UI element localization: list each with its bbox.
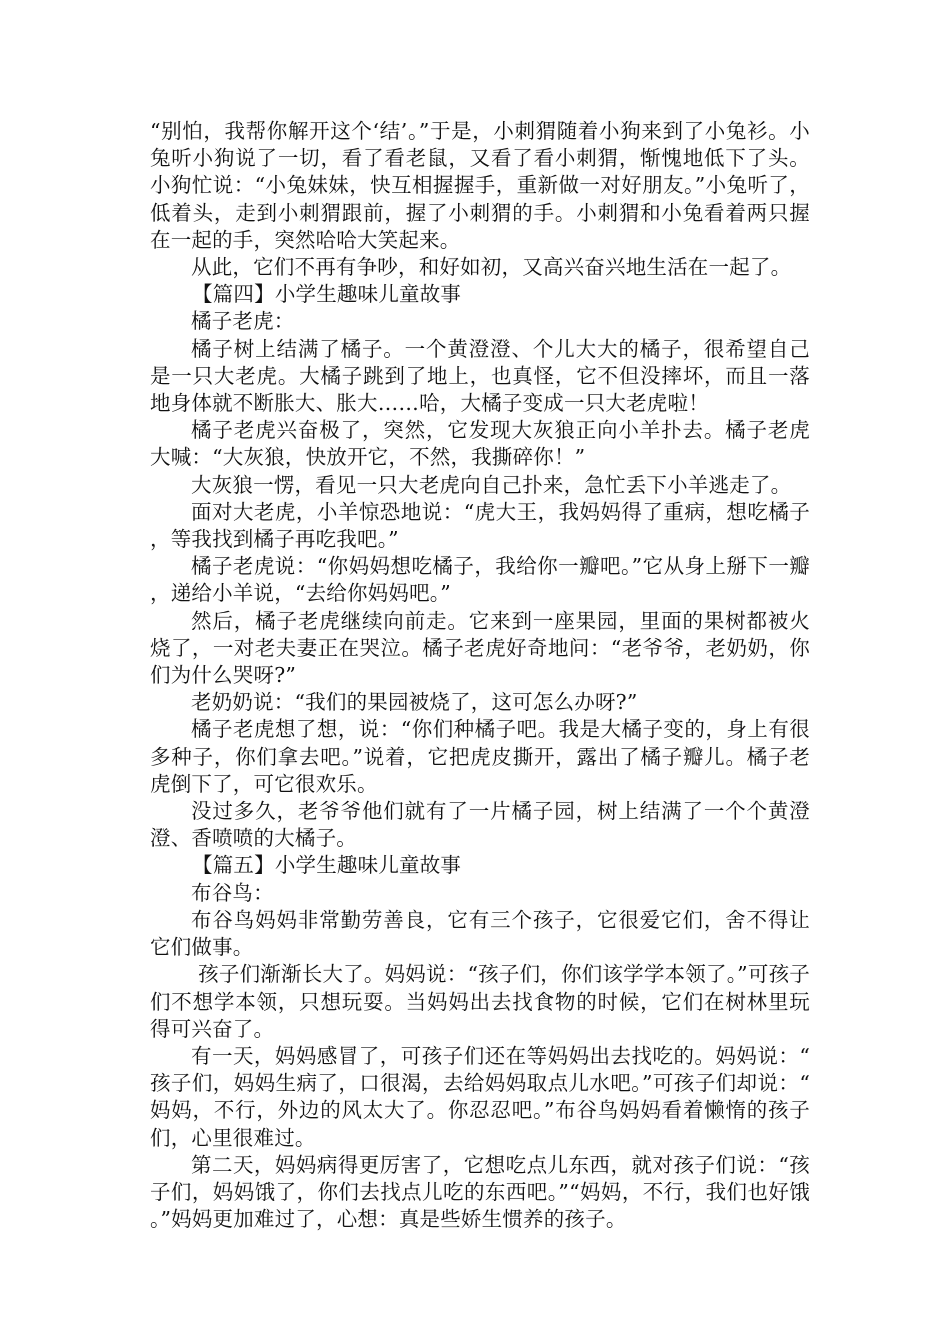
story-paragraph: 老奶奶说：“我们的果园被烧了，这可怎么办呀?” bbox=[191, 690, 638, 715]
story-paragraph: 孩子们渐渐长大了。妈妈说：“孩子们，你们该学学本领了。”可孩子们不想学本领，只想玩耍。当妈妈出去找食物的时候，它们在树林里玩得可兴奋了。 bbox=[150, 962, 810, 1041]
story-paragraph: 橘子老虎想了想，说：“你们种橘子吧。我是大橘子变的，身上有很多种子，你们拿去吧。”说着，它把虎皮撕开，露出了橘子瓣儿。橘子老虎倒下了，可它很欢乐。 bbox=[150, 717, 810, 796]
story-paragraph: 大灰狼一愣，看见一只大老虎向自己扑来，急忙丢下小羊逃走了。 bbox=[191, 472, 792, 497]
story-paragraph: 第二天，妈妈病得更厉害了，它想吃点儿东西，就对孩子们说：“孩子们，妈妈饿了，你们去找点儿吃的东西吧。”“妈妈，不行，我们也好饿。”妈妈更加难过了，心想：真是些娇生惯养的孩子。 bbox=[150, 1152, 810, 1232]
story-paragraph: 没过多久，老爷爷他们就有了一片橘子园，树上结满了一个个黄澄澄、香喷喷的大橘子。 bbox=[150, 799, 810, 851]
section-heading: 【篇四】小学生趣味儿童故事 bbox=[192, 282, 462, 307]
story-paragraph: 布谷鸟妈妈非常勤劳善良，它有三个孩子，它很爱它们，舍不得让它们做事。 bbox=[150, 907, 810, 960]
story-title: 橘子老虎： bbox=[191, 309, 295, 334]
story-title: 布谷鸟： bbox=[191, 880, 274, 905]
story-paragraph: 橘子老虎说：“你妈妈想吃橘子，我给你一瓣吧。”它从身上掰下一瓣，递给小羊说，“去给你妈妈吧。” bbox=[150, 554, 810, 606]
story-paragraph: “别怕，我帮你解开这个‘结’。”于是，小刺猬随着小狗来到了小兔衫。小兔听小狗说了一切，看了看老鼠，又看了看小刺猬，惭愧地低下了头。小狗忙说：“小兔妹妹，快互相握握手，重新做一对好朋友。”小兔听了，低着头，走到小刺猬跟前，握了小刺猬的手。小刺猬和小兔看着两只握在一起的手，突然哈哈大笑起来。 bbox=[150, 119, 810, 252]
story-paragraph: 然后，橘子老虎继续向前走。它来到一座果园，里面的果树都被火烧了，一对老夫妻正在哭泣。橘子老虎好奇地问：“老爷爷，老奶奶，你们为什么哭呀?” bbox=[150, 608, 810, 688]
story-paragraph: 橘子老虎兴奋极了，突然，它发现大灰狼正向小羊扑去。橘子老虎大喊：“大灰狼，快放开它，不然，我撕碎你！” bbox=[150, 418, 810, 470]
story-paragraph: 橘子树上结满了橘子。一个黄澄澄、个儿大大的橘子，很希望自己是一只大老虎。大橘子跳到了地上，也真怪，它不但没摔坏，而且一落地身体就不断胀大、胀大……哈，大橘子变成一只大老虎啦！ bbox=[150, 336, 810, 416]
story-paragraph: 有一天，妈妈感冒了，可孩子们还在等妈妈出去找吃的。妈妈说：“孩子们，妈妈生病了，口很渴，去给妈妈取点儿水吧。”可孩子们却说：“妈妈，不行，外边的风太大了。你忍忍吧。”布谷鸟妈妈看着懒惰的孩子们，心里很难过。 bbox=[150, 1043, 810, 1150]
document-page bbox=[150, 118, 810, 1233]
story-paragraph: 从此，它们不再有争吵，和好如初，又高兴奋兴地生活在一起了。 bbox=[191, 255, 792, 280]
story-paragraph: 面对大老虎，小羊惊恐地说：“虎大王，我妈妈得了重病，想吃橘子，等我找到橘子再吃我吧。” bbox=[150, 499, 810, 552]
section-heading: 【篇五】小学生趣味儿童故事 bbox=[192, 853, 462, 878]
